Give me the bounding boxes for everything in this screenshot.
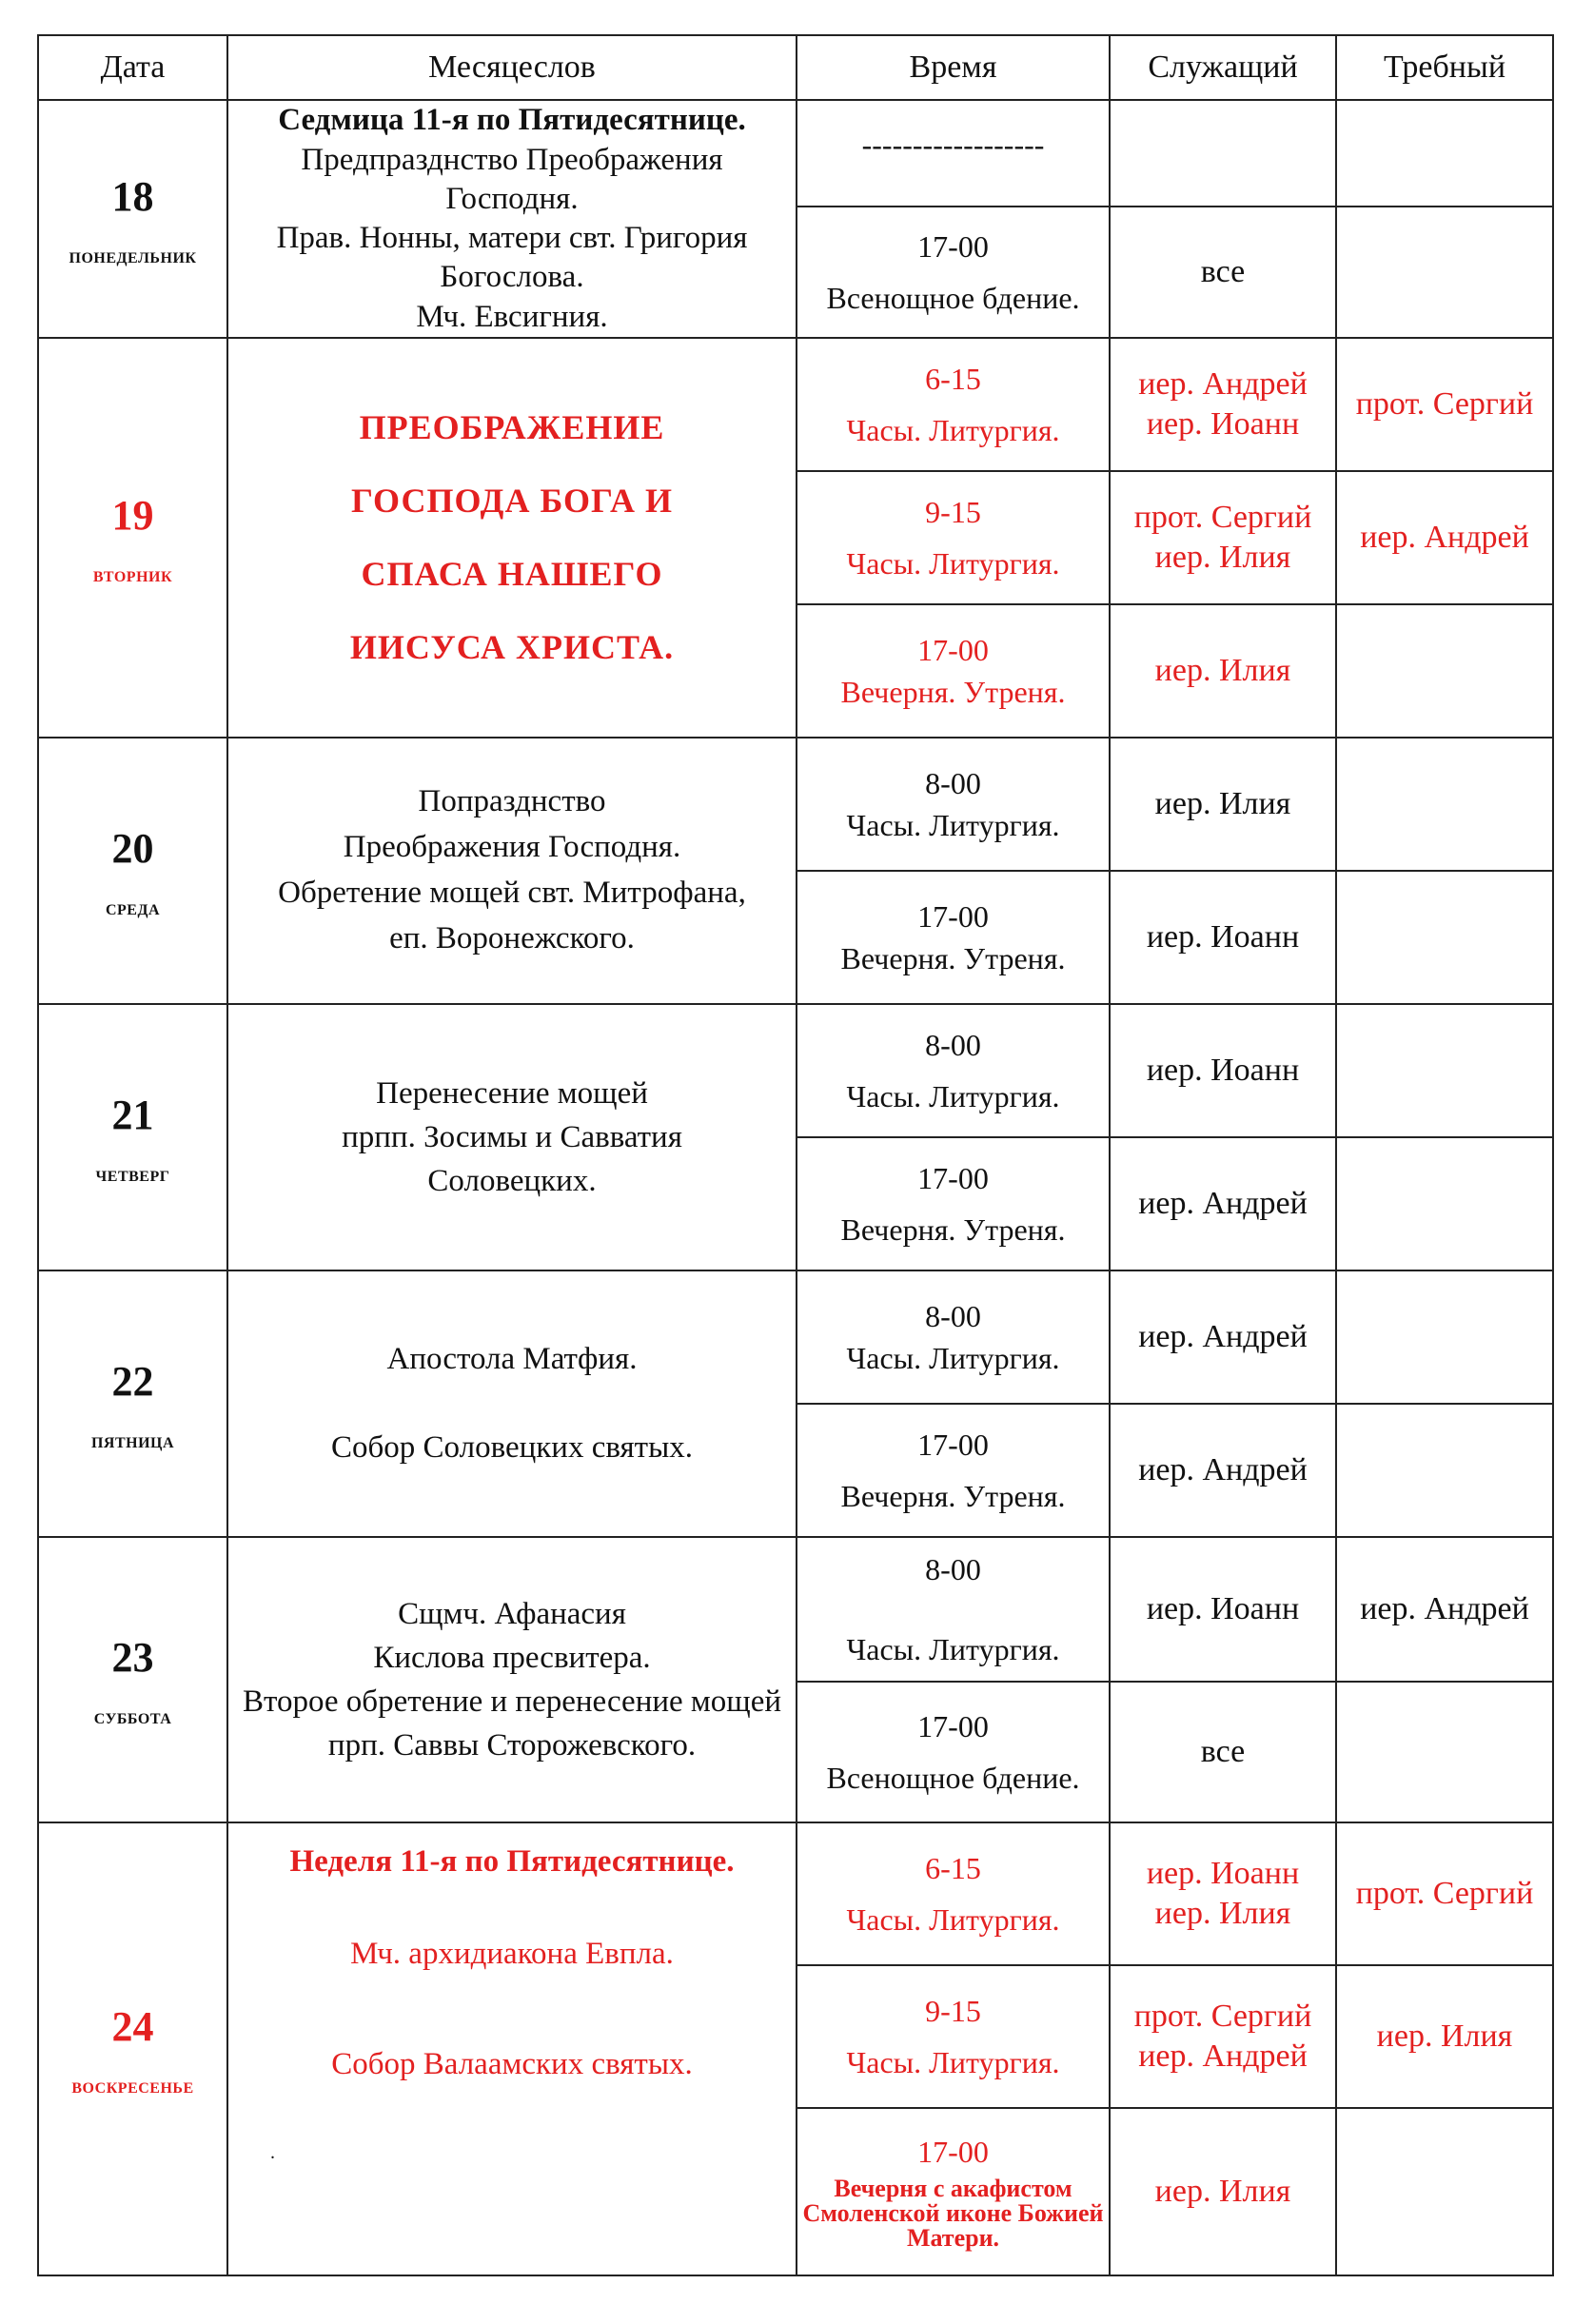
trebny-cell [1336,207,1553,338]
clergy-name: иер. Иоанн [1146,1590,1300,1626]
service-time: 8-00 [925,766,981,800]
menology-footnote: . [270,2141,275,2163]
clergy-name: иер. Илия [1154,1896,1291,1931]
service-time: 17-00 [917,1161,989,1195]
service-name: Вечерня. Утреня. [840,941,1066,975]
time-cell [797,1137,1110,1270]
trebny-cell [1336,1404,1553,1537]
weekday-label: ПЯТНИЦА [90,1434,175,1451]
clergy-cell [1110,1822,1336,1965]
service-time: 8-00 [925,1028,981,1062]
trebny-name: иер. Андрей [1360,519,1529,555]
service-time: 8-00 [925,1299,981,1333]
clergy-name: иер. Илия [1154,2173,1291,2209]
date-cell [38,1270,227,1537]
service-time: 6-15 [925,362,981,396]
trebny-cell [1336,2108,1553,2275]
time-cell [797,2108,1110,2275]
clergy-cell [1110,207,1336,338]
weekday-label: СУББОТА [93,1710,172,1727]
date-number: 22 [111,1357,154,1405]
trebny-cell [1336,738,1553,871]
trebny-name: прот. Сергий [1355,1875,1534,1911]
trebny-name: иер. Андрей [1360,1590,1529,1626]
service-name: Часы. Литургия. [846,2045,1060,2079]
clergy-name: иер. Илия [1154,540,1291,575]
menology-line: Обретение мощей свт. Митрофана, [278,876,746,910]
trebny-cell [1336,1822,1553,1965]
service-time: 17-00 [917,899,989,934]
trebny-name: иер. Илия [1376,2018,1513,2054]
table-row [38,338,1553,471]
table-row [38,1004,1553,1137]
menology-line: Перенесение мощей [376,1075,648,1111]
time-cell [797,1537,1110,1682]
clergy-cell [1110,1682,1336,1822]
schedule-table [37,34,1554,2276]
clergy-name: иер. Андрей [1138,365,1308,402]
date-cell [38,1004,227,1270]
menology-line: Апостола Матфия. [386,1341,638,1376]
menology-line: Кислова пресвитера. [373,1640,651,1675]
clergy-cell [1110,1404,1336,1537]
trebny-cell [1336,1270,1553,1404]
menology-line: Попразднство [418,784,606,819]
weekday-label: СРЕДА [105,901,161,918]
date-number: 18 [111,172,154,220]
service-name: Часы. Литургия. [846,1341,1060,1375]
header-trebny: Требный [1336,35,1553,100]
trebny-cell [1336,100,1553,207]
service-time: 17-00 [917,1428,989,1462]
header-menology: Месяцеслов [227,35,797,100]
clergy-cell [1110,2108,1336,2275]
menology-line: Преображения Господня. [343,830,681,865]
header-clergy: Служащий [1110,35,1336,100]
feast-line: СПАСА НАШЕГО [361,555,663,593]
clergy-name: все [1200,1733,1246,1769]
service-name: Вечерня. Утреня. [840,1212,1066,1247]
menology-line: Соловецких. [427,1164,597,1199]
trebny-cell [1336,1537,1553,1682]
weekday-label: ЧЕТВЕРГ [95,1168,170,1185]
time-cell [797,1004,1110,1137]
service-name: Часы. Литургия. [846,1902,1060,1937]
trebny-name: прот. Сергий [1355,385,1534,422]
clergy-name: иер. Илия [1154,652,1291,688]
feast-line: ГОСПОДА БОГА И [351,482,673,520]
date-number: 24 [111,2002,154,2050]
clergy-cell [1110,604,1336,738]
date-number: 21 [111,1091,154,1138]
table-row [38,738,1553,871]
date-number: 20 [111,824,154,872]
feast-line: ИИСУСА ХРИСТА. [349,628,675,666]
trebny-cell [1336,871,1553,1004]
menology-line: Собор Соловецких святых. [330,1430,694,1465]
menology-line: еп. Воронежского. [389,920,635,955]
weekday-label: ПОНЕДЕЛЬНИК [69,249,197,266]
menology-cell [227,1537,797,1822]
trebny-cell [1336,1137,1553,1270]
clergy-cell [1110,1004,1336,1137]
clergy-name: прот. Сергий [1133,1998,1312,2034]
menology-cell [227,1004,797,1270]
service-time: 9-15 [925,495,981,529]
week-title: Неделя 11-я по Пятидесятнице. [289,1844,735,1879]
service-time: 6-15 [925,1851,981,1885]
menology-line: прп. Саввы Сторожевского. [327,1728,697,1763]
clergy-cell [1110,100,1336,207]
weekday-label: ВОСКРЕСЕНЬЕ [71,2079,194,2097]
menology-line: прпп. Зосимы и Савватия [342,1119,682,1154]
menology-line: Второе обретение и перенесение мощей [242,1684,782,1719]
trebny-cell [1336,471,1553,604]
service-name: Вечерня. Утреня. [840,675,1066,709]
clergy-cell [1110,1137,1336,1270]
menology-cell [227,738,797,1004]
menology-cell [227,1822,797,2275]
service-time: 17-00 [917,1709,989,1743]
clergy-name: прот. Сергий [1133,499,1312,535]
service-name: Часы. Литургия. [846,413,1060,447]
time-cell [797,1965,1110,2108]
clergy-cell [1110,1270,1336,1404]
clergy-name: иер. Андрей [1138,1451,1308,1487]
time-cell [797,338,1110,471]
time-cell [797,604,1110,738]
table-row [38,1537,1553,1682]
clergy-cell [1110,738,1336,871]
time-cell [797,1404,1110,1537]
date-cell [38,1537,227,1822]
service-time: 17-00 [917,229,989,264]
time-cell [797,471,1110,604]
service-time: 17-00 [917,2135,989,2169]
date-number: 23 [111,1633,154,1681]
time-cell [797,738,1110,871]
time-cell [797,100,1110,207]
time-cell [797,1682,1110,1822]
service-name: Часы. Литургия. [846,1079,1060,1113]
date-cell [38,1822,227,2275]
menology-line: Собор Валаамских святых. [331,2046,693,2081]
clergy-cell [1110,471,1336,604]
menology-line: Мч. архидиакона Евпла. [350,1937,674,1972]
menology-line: Предпразднство Преображения Господня. [301,142,723,216]
clergy-cell [1110,871,1336,1004]
week-title: Седмица 11-я по Пятидесятнице. [278,103,746,138]
clergy-name: иер. Илия [1154,785,1291,821]
menology-cell [227,1270,797,1537]
clergy-name: иер. Андрей [1138,2038,1308,2074]
service-name: Часы. Литургия. [846,546,1060,581]
clergy-name: все [1200,253,1246,289]
clergy-name: иер. Иоанн [1146,918,1300,955]
service-name: Вечерня. Утреня. [840,1479,1066,1513]
date-cell [38,338,227,738]
time-cell [797,1822,1110,1965]
table-row [38,1270,1553,1404]
clergy-cell [1110,338,1336,471]
clergy-name: иер. Иоанн [1146,1052,1300,1088]
header-row [38,35,1553,100]
service-time: ------------------ [861,128,1045,162]
service-name: Всенощное бдение. [826,281,1080,315]
trebny-cell [1336,604,1553,738]
date-cell [38,100,227,338]
menology-line: Мч. Евсигния. [416,299,608,334]
time-cell [797,207,1110,338]
service-time: 8-00 [925,1552,981,1586]
clergy-cell [1110,1965,1336,2108]
header-time: Время [797,35,1110,100]
trebny-cell [1336,1682,1553,1822]
time-cell [797,871,1110,1004]
header-date: Дата [38,35,227,100]
clergy-name: иер. Иоанн [1146,406,1300,442]
date-cell [38,738,227,1004]
clergy-cell [1110,1537,1336,1682]
menology-cell [227,100,797,338]
trebny-cell [1336,1004,1553,1137]
service-name: Вечерня с акафистом Смоленской иконе Божией Матери. [802,2175,1104,2252]
service-name: Всенощное бдение. [826,1761,1080,1795]
service-name: Часы. Литургия. [846,1632,1060,1666]
time-cell [797,1270,1110,1404]
service-time: 17-00 [917,633,989,667]
date-number: 19 [111,491,154,539]
menology-line: Прав. Нонны, матери свт. Григория Богослова. [276,221,748,295]
clergy-name: иер. Андрей [1138,1185,1308,1221]
table-row [38,100,1553,207]
service-time: 9-15 [925,1994,981,2028]
service-name: Часы. Литургия. [846,808,1060,842]
clergy-name: иер. Иоанн [1146,1855,1300,1891]
weekday-label: ВТОРНИК [92,568,173,585]
clergy-name: иер. Андрей [1138,1318,1308,1354]
menology-cell [227,338,797,738]
trebny-cell [1336,338,1553,471]
menology-line: Сщмч. Афанасия [398,1596,626,1631]
trebny-cell [1336,1965,1553,2108]
feast-line: ПРЕОБРАЖЕНИЕ [359,408,665,446]
table-row [38,1822,1553,1965]
